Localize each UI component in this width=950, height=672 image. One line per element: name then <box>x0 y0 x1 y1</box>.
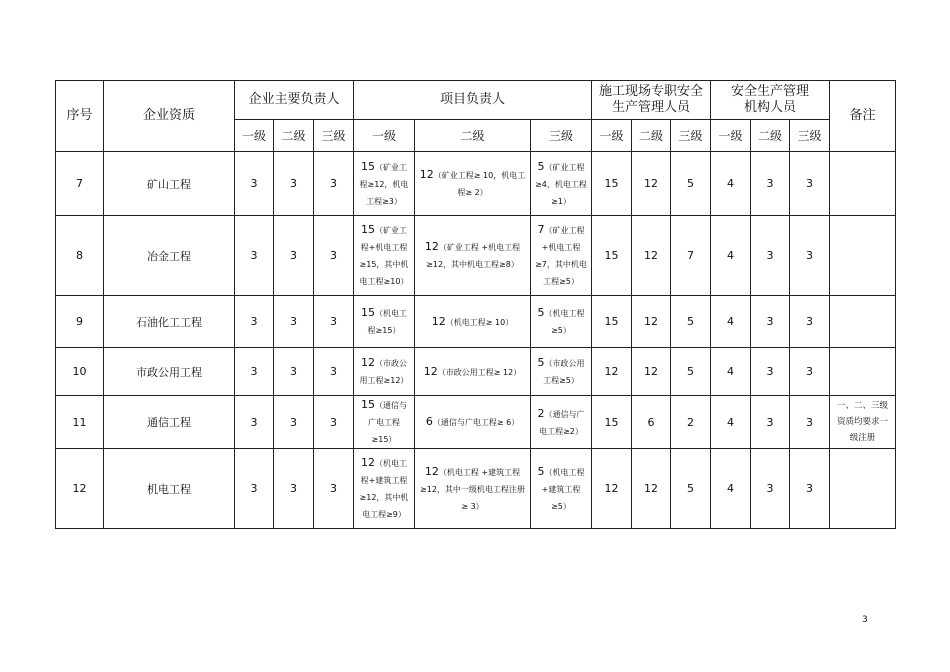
project-leader-count: 12 <box>424 464 439 478</box>
site-safety-value: 12 <box>632 296 671 348</box>
project-leader-count: 6 <box>425 415 433 428</box>
project-leader-count: 15 <box>361 223 375 236</box>
safety-org-value: 3 <box>751 449 790 529</box>
table-row <box>56 396 896 449</box>
row-remark <box>830 216 896 296</box>
project-leader-count: 7 <box>537 223 545 236</box>
safety-org-value: 3 <box>751 152 790 216</box>
row-seq: 8 <box>56 216 104 296</box>
row-qualification: 通信工程 <box>104 396 235 449</box>
row-seq: 9 <box>56 296 104 348</box>
header-qualification: 企业资质 <box>104 81 235 152</box>
project-leader-requirement: （通信与广电工程≥2） <box>539 409 585 436</box>
main-leader-value: 3 <box>274 152 314 216</box>
main-leader-value: 3 <box>314 296 354 348</box>
project-leader-value <box>415 348 531 396</box>
project-leader-value <box>531 449 592 529</box>
safety-org-value: 3 <box>751 216 790 296</box>
project-leader-value <box>354 152 415 216</box>
safety-org-value: 4 <box>711 216 751 296</box>
row-qualification: 矿山工程 <box>104 152 235 216</box>
header-main-leader: 企业主要负责人 <box>235 81 354 120</box>
safety-org-value: 3 <box>790 449 830 529</box>
project-leader-value <box>354 216 415 296</box>
project-leader-requirement: （机电工程≥ 10） <box>445 317 514 327</box>
site-safety-value: 15 <box>592 296 632 348</box>
project-leader-requirement: （市政公用工程≥12） <box>359 359 409 385</box>
level-header-proj-2: 二级 <box>415 120 531 152</box>
project-leader-count: 5 <box>537 159 545 173</box>
table-row <box>56 216 896 296</box>
site-safety-value: 2 <box>671 396 711 449</box>
project-leader-requirement: （机电工程+建筑工程≥12，其中机电工程≥9） <box>359 459 409 519</box>
project-leader-count: 12 <box>361 356 375 369</box>
project-leader-value <box>354 396 415 449</box>
project-leader-requirement: （矿业工程≥12，机电工程≥3） <box>359 162 409 206</box>
project-leader-count: 12 <box>419 168 434 181</box>
main-leader-value: 3 <box>314 348 354 396</box>
main-leader-value: 3 <box>235 296 274 348</box>
table-row <box>56 152 896 216</box>
level-header-main-1: 一级 <box>235 120 274 152</box>
level-header-site-3: 三级 <box>671 120 711 152</box>
main-leader-value: 3 <box>314 152 354 216</box>
project-leader-count: 12 <box>424 240 439 253</box>
project-leader-value <box>531 348 592 396</box>
level-header-site-2: 二级 <box>632 120 671 152</box>
project-leader-value <box>354 296 415 348</box>
row-qualification: 冶金工程 <box>104 216 235 296</box>
project-leader-count: 5 <box>537 306 545 319</box>
project-leader-requirement: （矿业工程+机电工程≥15，其中机电工程≥10） <box>359 226 409 286</box>
main-leader-value: 3 <box>274 296 314 348</box>
main-leader-value: 3 <box>274 396 314 449</box>
site-safety-value: 12 <box>592 449 632 529</box>
site-safety-value: 5 <box>671 296 711 348</box>
main-leader-value: 3 <box>314 216 354 296</box>
project-leader-requirement: （机电工程+建筑工程≥5） <box>541 467 585 511</box>
project-leader-count: 5 <box>537 464 545 478</box>
safety-org-value: 3 <box>751 296 790 348</box>
header-safety-org: 安全生产管理机构人员 <box>711 81 830 120</box>
row-remark <box>830 449 896 529</box>
main-leader-value: 3 <box>235 348 274 396</box>
row-seq: 10 <box>56 348 104 396</box>
header-project-leader: 项目负责人 <box>354 81 592 120</box>
safety-org-value: 4 <box>711 396 751 449</box>
safety-org-value: 4 <box>711 152 751 216</box>
site-safety-value: 15 <box>592 396 632 449</box>
level-header-main-2: 二级 <box>274 120 314 152</box>
page-number: 3 <box>862 615 868 625</box>
project-leader-count: 2 <box>537 406 545 420</box>
project-leader-requirement: （矿业工程≥4，机电工程≥1） <box>535 162 587 206</box>
site-safety-value: 15 <box>592 152 632 216</box>
project-leader-requirement: （机电工程 +建筑工程≥12，其中一级机电工程注册≥ 3） <box>420 467 525 511</box>
project-leader-requirement: （机电工程≥5） <box>544 309 585 335</box>
project-leader-value <box>354 449 415 529</box>
project-leader-value <box>415 396 531 449</box>
site-safety-value: 12 <box>592 348 632 396</box>
level-header-org-2: 二级 <box>751 120 790 152</box>
project-leader-requirement: （矿业工程≥ 10，机电工程≥ 2） <box>433 171 526 197</box>
project-leader-value <box>531 152 592 216</box>
main-leader-value: 3 <box>235 396 274 449</box>
table-row <box>56 449 896 529</box>
qualification-table <box>55 80 896 529</box>
project-leader-value <box>415 152 531 216</box>
project-leader-value <box>531 296 592 348</box>
remark-text: 一、二、三级资质均要求一级注册 <box>837 401 889 443</box>
main-leader-value: 3 <box>235 216 274 296</box>
row-seq: 11 <box>56 396 104 449</box>
site-safety-value: 12 <box>632 449 671 529</box>
table-row <box>56 348 896 396</box>
project-leader-value <box>415 449 531 529</box>
safety-org-value: 4 <box>711 449 751 529</box>
level-header-proj-3: 三级 <box>531 120 592 152</box>
project-leader-count: 5 <box>537 356 545 369</box>
project-leader-count: 12 <box>361 456 375 469</box>
project-leader-value <box>531 396 592 449</box>
site-safety-value: 12 <box>632 348 671 396</box>
project-leader-count: 15 <box>361 398 375 411</box>
project-leader-count: 15 <box>361 159 375 173</box>
project-leader-requirement: （通信与广电工程≥ 6） <box>432 418 520 427</box>
row-remark <box>830 396 896 449</box>
site-safety-value: 5 <box>671 152 711 216</box>
safety-org-value: 3 <box>751 396 790 449</box>
main-leader-value: 3 <box>314 449 354 529</box>
level-header-org-3: 三级 <box>790 120 830 152</box>
project-leader-count: 12 <box>431 314 446 328</box>
site-safety-value: 7 <box>671 216 711 296</box>
table-row <box>56 296 896 348</box>
main-leader-value: 3 <box>274 449 314 529</box>
main-leader-value: 3 <box>274 348 314 396</box>
row-qualification: 机电工程 <box>104 449 235 529</box>
level-header-site-1: 一级 <box>592 120 632 152</box>
project-leader-requirement: （市政公用工程≥ 12） <box>437 367 522 377</box>
site-safety-value: 5 <box>671 348 711 396</box>
header-site-safety: 施工现场专职安全生产管理人员 <box>592 81 711 120</box>
safety-org-value: 3 <box>790 396 830 449</box>
site-safety-value: 12 <box>632 152 671 216</box>
project-leader-count: 12 <box>423 364 438 378</box>
site-safety-value: 15 <box>592 216 632 296</box>
project-leader-requirement: （市政公用工程≥5） <box>543 359 585 385</box>
safety-org-value: 3 <box>790 348 830 396</box>
header-row-1 <box>56 81 896 120</box>
level-header-proj-1: 一级 <box>354 120 415 152</box>
safety-org-value: 4 <box>711 296 751 348</box>
project-leader-requirement: （矿业工程+机电工程≥7，其中机电工程≥5） <box>535 226 587 286</box>
level-header-org-1: 一级 <box>711 120 751 152</box>
project-leader-value <box>354 348 415 396</box>
row-remark <box>830 152 896 216</box>
row-seq: 12 <box>56 449 104 529</box>
row-qualification: 市政公用工程 <box>104 348 235 396</box>
project-leader-count: 15 <box>361 306 375 319</box>
safety-org-value: 3 <box>790 296 830 348</box>
project-leader-value <box>531 216 592 296</box>
row-seq: 7 <box>56 152 104 216</box>
main-leader-value: 3 <box>235 152 274 216</box>
level-header-main-3: 三级 <box>314 120 354 152</box>
safety-org-value: 3 <box>751 348 790 396</box>
header-remark: 备注 <box>830 81 896 152</box>
main-leader-value: 3 <box>274 216 314 296</box>
project-leader-requirement: （机电工程≥15） <box>367 309 407 335</box>
site-safety-value: 12 <box>632 216 671 296</box>
project-leader-value <box>415 296 531 348</box>
site-safety-value: 6 <box>632 396 671 449</box>
safety-org-value: 3 <box>790 152 830 216</box>
site-safety-value: 5 <box>671 449 711 529</box>
row-remark <box>830 296 896 348</box>
project-leader-requirement: （通信与广电工程≥15） <box>368 401 407 444</box>
main-leader-value: 3 <box>235 449 274 529</box>
project-leader-value <box>415 216 531 296</box>
row-remark <box>830 348 896 396</box>
main-leader-value: 3 <box>314 396 354 449</box>
project-leader-requirement: （矿业工程 +机电工程≥12，其中机电工程≥8） <box>426 243 521 269</box>
safety-org-value: 3 <box>790 216 830 296</box>
header-seq: 序号 <box>56 81 104 152</box>
row-qualification: 石油化工工程 <box>104 296 235 348</box>
safety-org-value: 4 <box>711 348 751 396</box>
